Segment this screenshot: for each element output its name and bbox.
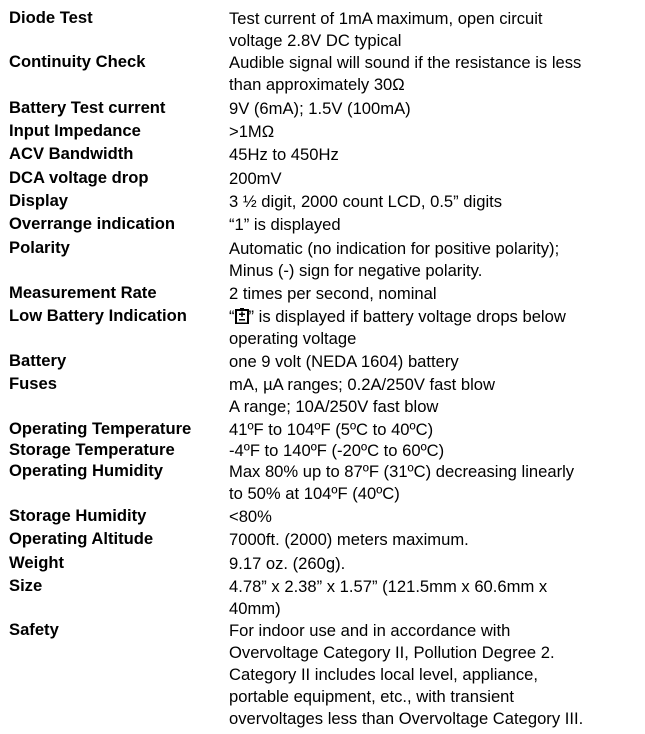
spec-value-line: 9.17 oz. (260g). — [229, 554, 346, 573]
spec-value-line: <80% — [229, 507, 272, 526]
spec-value-line: Audible signal will sound if the resistance is less — [229, 53, 582, 72]
spec-value-line: “1” is displayed — [229, 215, 341, 234]
spec-label: Operating Humidity — [9, 461, 163, 480]
spec-value — [229, 144, 639, 166]
spec-value — [229, 121, 639, 143]
spec-value-line: than approximately 30Ω — [229, 75, 405, 94]
spec-value-line: Automatic (no indication for positive polarity); — [229, 239, 560, 258]
spec-label: Input Impedance — [9, 121, 141, 140]
spec-label: Fuses — [9, 374, 57, 393]
spec-value-line: voltage 2.8V DC typical — [229, 31, 402, 50]
spec-value-line: 2 times per second, nominal — [229, 284, 437, 303]
spec-label: Weight — [9, 553, 64, 572]
spec-value-line: 9V (6mA); 1.5V (100mA) — [229, 99, 411, 118]
spec-label: Operating Temperature — [9, 419, 192, 438]
spec-value — [229, 168, 639, 190]
spec-value-line: A range; 10A/250V fast blow — [229, 397, 439, 416]
spec-label: Storage Temperature — [9, 440, 175, 459]
spec-value — [229, 553, 639, 575]
open-quote: “ — [229, 307, 235, 326]
spec-label: Display — [9, 191, 69, 210]
spec-label: Battery Test current — [9, 98, 166, 117]
spec-value — [229, 191, 639, 213]
spec-label: Size — [9, 576, 43, 595]
spec-label: Low Battery Indication — [9, 306, 187, 325]
spec-value — [229, 440, 639, 462]
spec-value-line: Minus (-) sign for negative polarity. — [229, 261, 483, 280]
spec-value — [229, 283, 639, 305]
spec-value-line: Test current of 1mA maximum, open circuit — [229, 9, 543, 28]
spec-value — [229, 351, 639, 373]
spec-value — [229, 98, 639, 120]
spec-value-line: 4.78” x 2.38” x 1.57” (121.5mm x 60.6mm x — [229, 577, 548, 596]
spec-value-line: Category II includes local level, appliance, — [229, 665, 539, 684]
spec-value-line: mA, µA ranges; 0.2A/250V fast blow — [229, 375, 495, 394]
spec-value-line: 40mm) — [229, 599, 281, 618]
spec-label: Diode Test — [9, 8, 93, 27]
spec-label: Polarity — [9, 238, 70, 257]
spec-value-line: portable equipment, etc., with transient — [229, 687, 515, 706]
spec-value — [229, 576, 639, 620]
spec-label: Safety — [9, 620, 59, 639]
spec-value-line: one 9 volt (NEDA 1604) battery — [229, 352, 459, 371]
spec-value-line: -4ºF to 140ºF (-20ºC to 60ºC) — [229, 441, 445, 460]
spec-value-line: 41ºF to 104ºF (5ºC to 40ºC) — [229, 420, 434, 439]
spec-value-line: operating voltage — [229, 329, 357, 348]
spec-value-line — [229, 306, 639, 328]
battery-icon — [235, 308, 249, 324]
spec-value-line: For indoor use and in accordance with — [229, 621, 511, 640]
spec-label: Battery — [9, 351, 67, 370]
spec-value — [229, 8, 639, 52]
spec-value — [229, 306, 639, 350]
spec-value — [229, 52, 639, 96]
spec-value — [229, 374, 639, 418]
spec-value-line: 7000ft. (2000) meters maximum. — [229, 530, 469, 549]
spec-label: DCA voltage drop — [9, 168, 149, 187]
spec-value-text: ” is displayed if battery voltage drops below — [248, 307, 566, 326]
spec-value-line: Overvoltage Category II, Pollution Degree 2. — [229, 643, 555, 662]
spec-label: Storage Humidity — [9, 506, 147, 525]
spec-label: Measurement Rate — [9, 283, 157, 302]
spec-value-line: to 50% at 104ºF (40ºC) — [229, 484, 400, 503]
spec-value — [229, 419, 639, 441]
spec-value — [229, 238, 639, 282]
spec-value-line: 45Hz to 450Hz — [229, 145, 339, 164]
spec-value-line: overvoltages less than Overvoltage Category III. — [229, 709, 584, 728]
spec-value-line: Max 80% up to 87ºF (31ºC) decreasing linearly — [229, 462, 575, 481]
spec-value-line: 3 ½ digit, 2000 count LCD, 0.5” digits — [229, 192, 503, 211]
spec-value — [229, 214, 639, 236]
spec-value — [229, 506, 639, 528]
spec-value-line: 200mV — [229, 169, 282, 188]
spec-value — [229, 620, 639, 730]
spec-label: Overrange indication — [9, 214, 175, 233]
spec-label: ACV Bandwidth — [9, 144, 134, 163]
spec-value-line: >1MΩ — [229, 122, 275, 141]
spec-value — [229, 461, 639, 505]
spec-label: Continuity Check — [9, 52, 146, 71]
spec-value — [229, 529, 639, 551]
spec-label: Operating Altitude — [9, 529, 154, 548]
